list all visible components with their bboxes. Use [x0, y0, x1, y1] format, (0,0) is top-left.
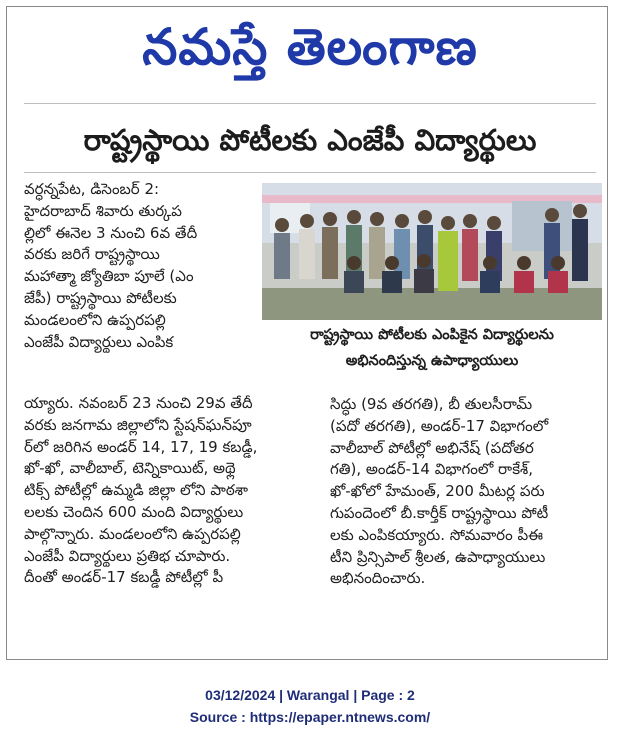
article-line: టిక్స్ పోటీల్లో ఉమ్మడి జిల్లా లోని పాఠశా — [24, 481, 248, 500]
clipping-footer — [0, 684, 620, 728]
caption-line: అభినందిస్తున్న ఉపాధ్యాయులు — [345, 353, 519, 369]
source-line: Source : https://epaper.ntnews.com/ — [189, 709, 431, 725]
newspaper-masthead: నమస్తే తెలంగాణ — [142, 17, 478, 76]
photo-caption — [262, 322, 602, 374]
article-line: ఖో-ఖో, వాలీబాల్, టెన్నికాయిట్, అథ్లె — [24, 459, 236, 478]
group-photo-illustration — [262, 183, 602, 320]
article-column-left — [24, 393, 320, 589]
article-line: టీని ప్రిన్సిపాల్ శ్రీలత, ఉపాధ్యాయులు — [330, 547, 546, 566]
caption-line: రాష్ట్రస్థాయి పోటీలకు ఎంపికైన విద్యార్థులను — [310, 327, 554, 343]
date-edition-line: 03/12/2024 | Warangal | Page : 2 — [205, 687, 415, 703]
article-line: వరకు జనగామ జిల్లాలోని స్టేషన్‌ఘన్‌పూ — [24, 415, 252, 434]
article-line: లలకు చెందిన 600 మంది విద్యార్థులు — [24, 502, 244, 521]
article-line: వాలీబాల్ పోటీల్లో అభినేష్ (పదోతర — [330, 438, 534, 457]
article-column-left-top — [24, 179, 250, 353]
masthead-divider — [24, 103, 596, 104]
article-line: గతి), అండర్-14 విభాగంలో రాకేశ్, — [330, 460, 534, 479]
article-line: ఎంజేపీ విద్యార్థులు ఎంపిక — [24, 332, 174, 351]
article-line: ల్లిలో ఈనెల 3 నుంచి 6వ తేదీ — [24, 223, 198, 242]
article-line: పాల్గొన్నారు. మండలంలోని ఉప్పరపల్లి — [24, 524, 241, 543]
article-line: మండలంలోని ఉప్పరపల్లి — [24, 310, 166, 329]
article-line: (పదో తరగతి), అండర్-17 విభాగంలో — [330, 416, 549, 435]
article-line: మహాత్మా జ్యోతిబా పూలే (ఎం — [24, 267, 194, 286]
article-photo — [262, 183, 602, 320]
article-line: లకు ఎంపికయ్యారు. సోమవారం పీఈ — [330, 525, 544, 544]
article-line: వర్ధన్నపేట, డిసెంబర్ 2: — [24, 180, 160, 198]
article-line: హైదరాబాద్ శివారు తుర్కప — [24, 201, 182, 220]
article-headline: రాష్ట్రస్థాయి పోటీలకు ఎంజేపీ విద్యార్థులు — [83, 123, 537, 157]
article-line: జేపీ) రాష్ట్రస్థాయి పోటీలకు — [24, 288, 177, 307]
headline-divider — [24, 172, 596, 173]
article-line: ర్‌లో జరిగిన అండర్ 14, 17, 19 కబడ్డీ, — [24, 437, 258, 456]
article-line: య్యారు. నవంబర్ 23 నుంచి 29వ తేదీ — [24, 394, 253, 412]
article-column-right — [330, 394, 602, 590]
article-line: అభినందించారు. — [330, 569, 426, 588]
article-line: సిద్ధు (9వ తరగతి), బీ తులసీరామ్ — [330, 395, 533, 413]
article-line: దీంతో అండర్-17 కబడ్డీ పోటీల్లో పీ — [24, 568, 224, 587]
article-line: గుపందెంలో బీ.కార్తీక్ రాష్ట్రస్థాయి పోటీ — [330, 503, 549, 522]
article-line: వరకు జరిగే రాష్ట్రస్థాయి — [24, 245, 160, 264]
article-line: ఎంజేపీ విద్యార్థులు ప్రతిభ చూపారు. — [24, 546, 231, 565]
article-line: ఖో-ఖోలో హేమంత్, 200 మీటర్ల పరు — [330, 482, 545, 501]
